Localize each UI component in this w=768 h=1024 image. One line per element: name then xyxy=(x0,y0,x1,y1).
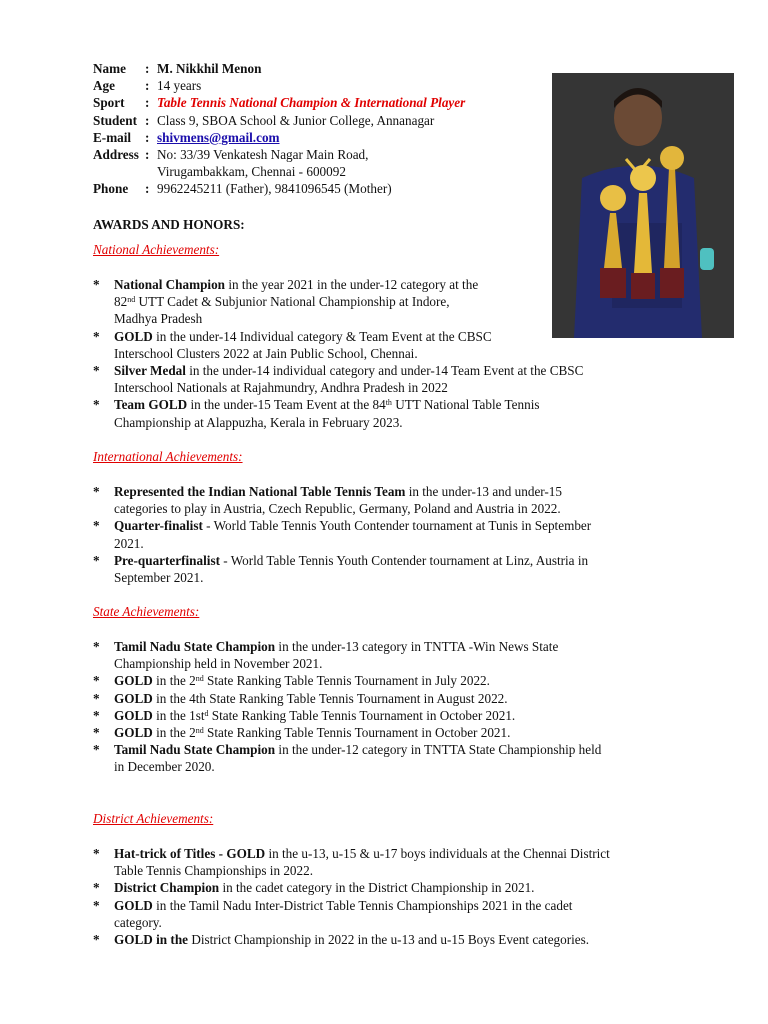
list-item: * GOLD in the $1st^d$ State Ranking Table Tennis Tournament in October 2021. xyxy=(93,707,516,723)
phone-row: Phone : 9962245211 (Father), 9841096545 (Mother) xyxy=(93,181,392,197)
list-item: * GOLD in the 4th State Ranking Table Tennis Tournament in August 2022. xyxy=(93,690,508,706)
list-item: * Tamil Nadu State Champion in the under-13 category in TNTTA -Win News State Championship held in November 2021. xyxy=(93,639,559,672)
address-line-1: No: 33/39 Venkatesh Nagar Main Road, xyxy=(157,146,369,162)
list-item: * Represented the Indian National Table Tennis Team in the under-13 and under-15 categories to play in Austria, Czech Republic, Germany, Poland and Austria in 2022. xyxy=(93,484,562,517)
sport-value: Table Tennis National Champion & International Player xyxy=(157,95,466,111)
personal-info xyxy=(93,60,553,198)
phone-value: 9962245211 (Father), 9841096545 (Mother) xyxy=(157,181,392,197)
international-heading: International Achievements: xyxy=(93,449,243,464)
address-row: Address : No: 33/39 Venkatesh Nagar Main Road, xyxy=(93,146,369,162)
list-item: * Quarter-finalist - World Table Tennis Youth Contender tournament at Tunis in September 2021. xyxy=(93,518,592,551)
list-item: * GOLD in the 2nd State Ranking Table Tennis Tournament in July 2022. xyxy=(93,673,490,689)
sport-label: Sport xyxy=(93,95,125,111)
sport-row: Sport : Table Tennis National Champion & International Player xyxy=(93,95,466,111)
list-item: * GOLD in the 2nd State Ranking Table Tennis Tournament in October 2021. xyxy=(93,725,511,741)
list-item: * National Champion in the year 2021 in the under-12 category at the 82nd UTT Cadet & Subjunior National Championship at Indore, Madhya Pradesh xyxy=(93,277,479,327)
age-label: Age xyxy=(93,78,115,94)
student-label: Student xyxy=(93,112,137,128)
national-list xyxy=(93,276,673,431)
student-row: Student : Class 9, SBOA School & Junior College, Annanagar xyxy=(93,112,435,128)
name-label: Name xyxy=(93,61,126,76)
email-link[interactable]: shivmens@gmail.com xyxy=(157,129,280,145)
list-item: * District Champion in the cadet category in the District Championship in 2021. xyxy=(93,880,535,896)
email-row: E-mail : shivmens@gmail.com xyxy=(93,129,280,145)
student-value: Class 9, SBOA School & Junior College, Annanagar xyxy=(157,112,435,128)
list-item: * Hat-trick of Titles - GOLD in the u-13, u-15 & u-17 boys individuals at the Chennai District Table Tennis Championships in 2022. xyxy=(93,846,610,879)
list-item: * Team GOLD in the under-15 Team Event at the 84th UTT National Table Tennis Championship at Alappuzha, Kerala in February 2023. xyxy=(93,397,540,430)
state-heading: State Achievements: xyxy=(93,604,200,619)
awards-heading: AWARDS AND HONORS: xyxy=(93,217,245,232)
list-item: * GOLD in the District Championship in 2022 in the u-13 and u-15 Boys Event categories. xyxy=(93,932,590,948)
address-label: Address xyxy=(93,146,139,162)
list-item: * GOLD in the Tamil Nadu Inter-District Table Tennis Championships 2021 in the cadet category. xyxy=(93,897,573,930)
district-list xyxy=(93,845,673,948)
list-item: * Silver Medal in the under-14 individual category and under-14 Team Event at the CBSC Interschool Nationals at Rajahmundry, Andhra Pradesh in 2022 xyxy=(93,363,584,396)
list-item: * Tamil Nadu State Champion in the under-12 category in TNTTA State Championship held in December 2020. xyxy=(93,742,602,775)
age-row: Age : 14 years xyxy=(93,78,202,94)
email-label: E-mail xyxy=(93,129,132,145)
list-item: * GOLD in the under-14 Individual category & Team Event at the CBSC Interschool Clusters 2022 at Jain Public School, Chennai. xyxy=(93,328,492,361)
age-value: 14 years xyxy=(157,78,202,94)
district-heading: District Achievements: xyxy=(93,811,214,826)
state-list xyxy=(93,638,673,776)
name-value: M. Nikkhil Menon xyxy=(157,61,262,76)
name-row: Name : M. Nikkhil Menon xyxy=(93,61,262,76)
international-list xyxy=(93,483,673,586)
phone-label: Phone xyxy=(93,181,129,197)
national-heading: National Achievements: xyxy=(93,242,220,257)
list-item: * Pre-quarterfinalist - World Table Tennis Youth Contender tournament at Linz, Austria in September 2021. xyxy=(93,552,589,586)
address-line-2: Virugambakkam, Chennai - 600092 xyxy=(157,164,346,180)
